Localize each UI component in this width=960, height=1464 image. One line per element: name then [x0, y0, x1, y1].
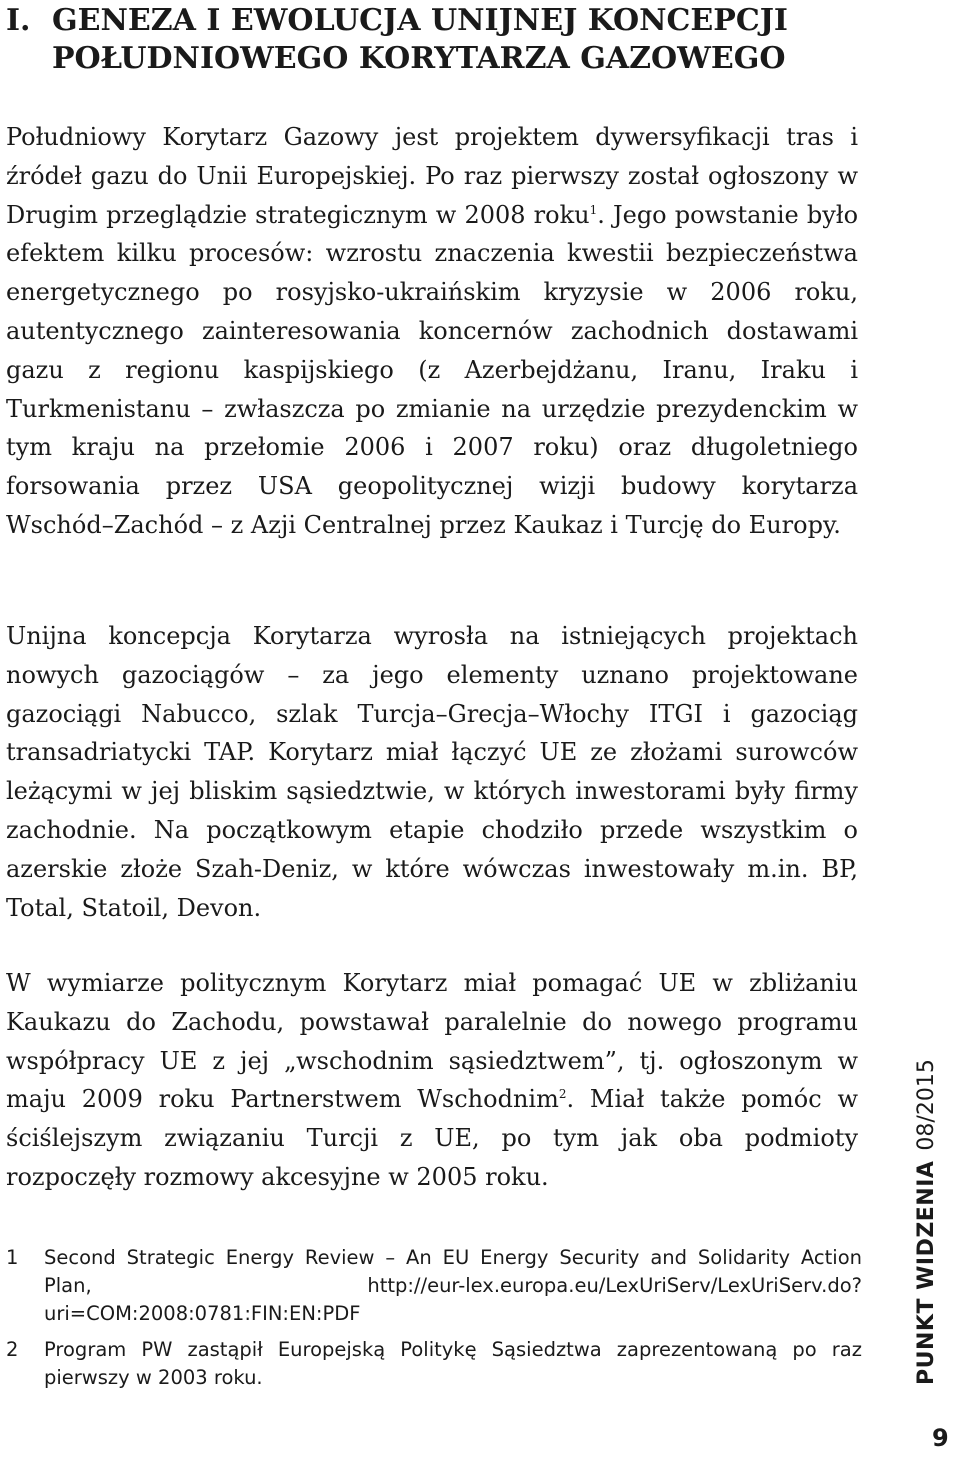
publication-issue: 08/2015 [914, 1059, 939, 1151]
paragraph-1 [6, 118, 858, 545]
paragraph-1-text-a: Południowy Korytarz Gazowy jest projektem dywersyfikacji tras i źródeł gazu do Unii Europejskiej. Po raz pierwszy został ogłoszony w Drugim przeglądzie strategicznym w 2008 roku [6, 123, 858, 229]
publication-brand: PUNKT WIDZENIA [914, 1160, 939, 1385]
paragraph-2: Unijna koncepcja Korytarza wyrosła na istniejących projektach nowych gazociągów – za jego elementy uznano projektowane gazociągi Nabucco, szlak Turcja–Grecja–Włochy ITGI i gazociąg transadriatycki TAP. Korytarz miał łączyć UE ze złożami surowców leżącymi w jej bliskim sąsiedztwie, w których inwestorami były firmy zachodnie. Na początkowym etapie chodziło przede wszystkim o azerskie złoże Szah-Deniz, w które wówczas inwestowały m.in. BP, Total, Statoil, Devon. [6, 622, 858, 922]
footnote-1 [6, 1244, 862, 1328]
section-title-line-2: POŁUDNIOWEGO KORYTARZA GAZOWEGO [52, 41, 786, 76]
paragraph-3-text-a: W wymiarze politycznym Korytarz miał pomagać UE w zbliżaniu Kaukazu do Zachodu, powstawał paralelnie do nowego programu współpracy UE z jej „wschodnim sąsiedztwem”, tj. ogłoszonym w maju 2009 roku Partnerstwem Wschodnim [6, 969, 858, 1114]
publication-sidebar [912, 1059, 942, 1385]
section-heading [6, 2, 906, 78]
section-number: I. [6, 3, 31, 38]
section-title-line-1: GENEZA I EWOLUCJA UNIJNEJ KONCEPCJI [52, 3, 788, 38]
footnote-2 [6, 1336, 862, 1392]
paragraph-3 [6, 964, 858, 1197]
footnote-ref-2: 2 [558, 1087, 567, 1102]
footnote-2-number: 2 [6, 1338, 19, 1361]
paragraph-1-text-b: . Jego powstanie było efektem kilku procesów: wzrostu znaczenia kwestii bezpieczeństwa energetycznego po rosyjsko-ukraińskim kryzysie w 2006 roku, autentycznego zainteresowania koncernów zachodnich dostawami gazu z regionu kaspijskiego (z Azerbejdżanu, Iranu, Iraku i Turkmenistanu – zwłaszcza po zmianie na urzędzie prezydenckim w tym kraju na przełomie 2006 i 2007 roku) oraz długoletniego forsowania przez USA geopolitycznej wizji budowy korytarza Wschód–Zachód – z Azji Centralnej przez Kaukaz i Turcję do Europy. [6, 200, 859, 539]
footnote-1-text[interactable]: Second Strategic Energy Review – An EU Energy Security and Solidarity Action Plan, http://eur-lex.europa.eu/LexUriServ/LexUriServ.do?uri=COM:2008:0781:FIN:EN:PDF [44, 1246, 862, 1325]
footnote-ref-1: 1 [589, 202, 598, 217]
footnote-2-text: Program PW zastąpił Europejską Politykę Sąsiedztwa zaprezentowaną po raz pierwszy w 2003 roku. [44, 1338, 862, 1389]
page-number: 9 [932, 1424, 949, 1452]
footnote-1-number: 1 [6, 1246, 19, 1269]
paragraph-3-text-b: . Miał także pomóc w ściślejszym związaniu Turcji z UE, po tym jak oba podmioty rozpoczęły rozmowy akcesyjne w 2005 roku. [6, 1085, 858, 1191]
